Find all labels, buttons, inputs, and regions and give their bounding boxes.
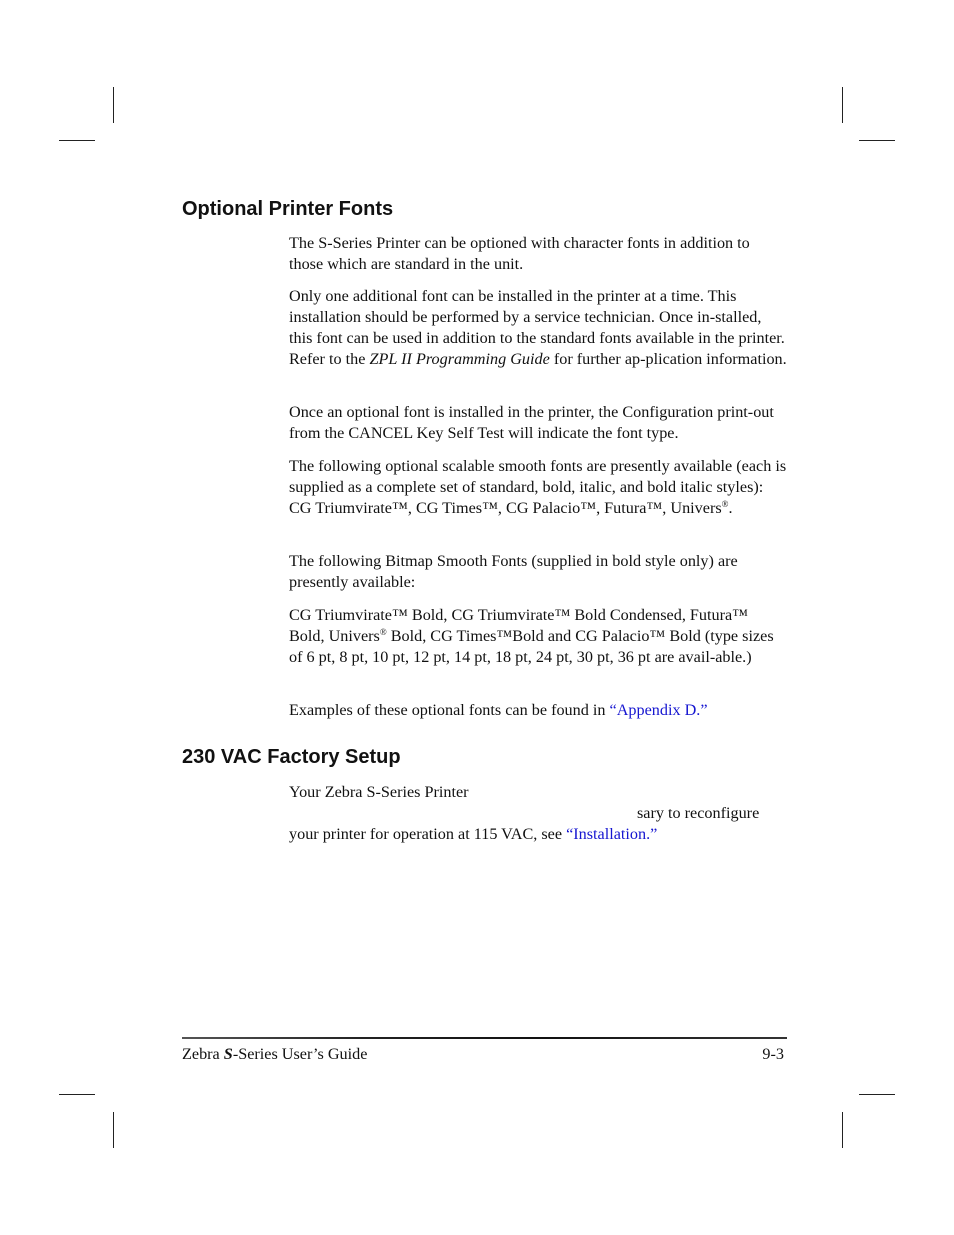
- paragraph-installation-text-end: for further ap-plication information.: [549, 350, 787, 368]
- crop-mark-bottom-right-vertical: [842, 1112, 843, 1148]
- paragraph-bitmap-fonts-text: The following Bitmap Smooth Fonts (supplied in bold style only) are presently available:: [289, 552, 738, 591]
- paragraph-intro-text: The S-Series Printer can be optioned with character fonts in addition to those which are standard in the unit.: [289, 234, 750, 273]
- paragraph-bitmap-font-list: [289, 605, 787, 668]
- paragraph-configuration: [289, 402, 787, 444]
- crop-mark-top-right-vertical: [842, 87, 843, 123]
- crop-mark-bottom-right-horizontal: [859, 1094, 895, 1095]
- paragraph-230-vac: [289, 782, 787, 845]
- section-heading-230-vac-factory-setup: 230 VAC Factory Setup: [182, 746, 401, 768]
- paragraph-installation-text: Only one additional font can be installed in the printer at a time. This installation should be performed by a service technician. Once in-stalled, this font can be used in addition to the standard fonts available in the printer. Refer to the: [289, 287, 785, 368]
- paragraph-bitmap-font-list-text: CG Triumvirate™ Bold, CG Triumvirate™ Bold Condensed, Futura™ Bold, Univers: [289, 606, 749, 645]
- footer-brand-s: S: [223, 1045, 233, 1063]
- paragraph-bitmap-font-list-end: Bold, CG Times™Bold and CG Palacio™ Bold (type sizes of 6 pt, 8 pt, 10 pt, 12 pt, 14 pt, 18 pt, 24 pt, 30 pt, 36 pt are avail-able.): [289, 627, 774, 666]
- paragraph-configuration-text: Once an optional font is installed in the printer, the Configuration print-out from the CANCEL Key Self Test will indicate the font type.: [289, 403, 774, 442]
- paragraph-examples: [289, 700, 787, 721]
- crop-mark-top-left-vertical: [113, 87, 114, 123]
- paragraph-bitmap-fonts: [289, 551, 787, 593]
- footer-title-rest: -Series User’s Guide: [232, 1045, 368, 1063]
- paragraph-intro: [289, 233, 787, 275]
- paragraph-scalable-fonts-text: The following optional scalable smooth fonts are presently available (each is supplied as a complete set of standard, bold, italic, and bold italic styles): CG Triumvirate™, CG Times™, CG Palacio™, Futura™, Univers: [289, 457, 787, 517]
- paragraph-230-vac-line-3: [289, 824, 787, 845]
- crop-mark-top-left-horizontal: [59, 140, 95, 141]
- paragraph-230-vac-line-3-text: your printer for operation at 115 VAC, see: [289, 825, 567, 843]
- paragraph-installation: [289, 286, 787, 370]
- footer-page-number: 9-3: [762, 1045, 784, 1063]
- footer-rule: [182, 1037, 787, 1039]
- appendix-d-link[interactable]: “Appendix D.”: [609, 701, 708, 719]
- registered-mark: ®: [721, 499, 729, 509]
- paragraph-230-vac-line-2: sary to reconfigure: [637, 804, 760, 822]
- section-heading-optional-printer-fonts: Optional Printer Fonts: [182, 198, 394, 220]
- crop-mark-top-right-horizontal: [859, 140, 895, 141]
- crop-mark-bottom-left-vertical: [113, 1112, 114, 1148]
- registered-mark: ®: [379, 627, 387, 637]
- footer-brand: Zebra: [182, 1045, 224, 1063]
- installation-link[interactable]: “Installation.”: [566, 825, 658, 843]
- paragraph-examples-text: Examples of these optional fonts can be found in: [289, 701, 610, 719]
- paragraph-230-vac-line-1: Your Zebra S-Series Printer: [289, 783, 469, 801]
- programming-guide-title: ZPL II Programming Guide: [369, 350, 550, 368]
- crop-mark-bottom-left-horizontal: [59, 1094, 95, 1095]
- paragraph-scalable-fonts-end: .: [728, 499, 733, 517]
- footer-guide-title: [182, 1045, 367, 1064]
- paragraph-scalable-fonts: [289, 456, 787, 519]
